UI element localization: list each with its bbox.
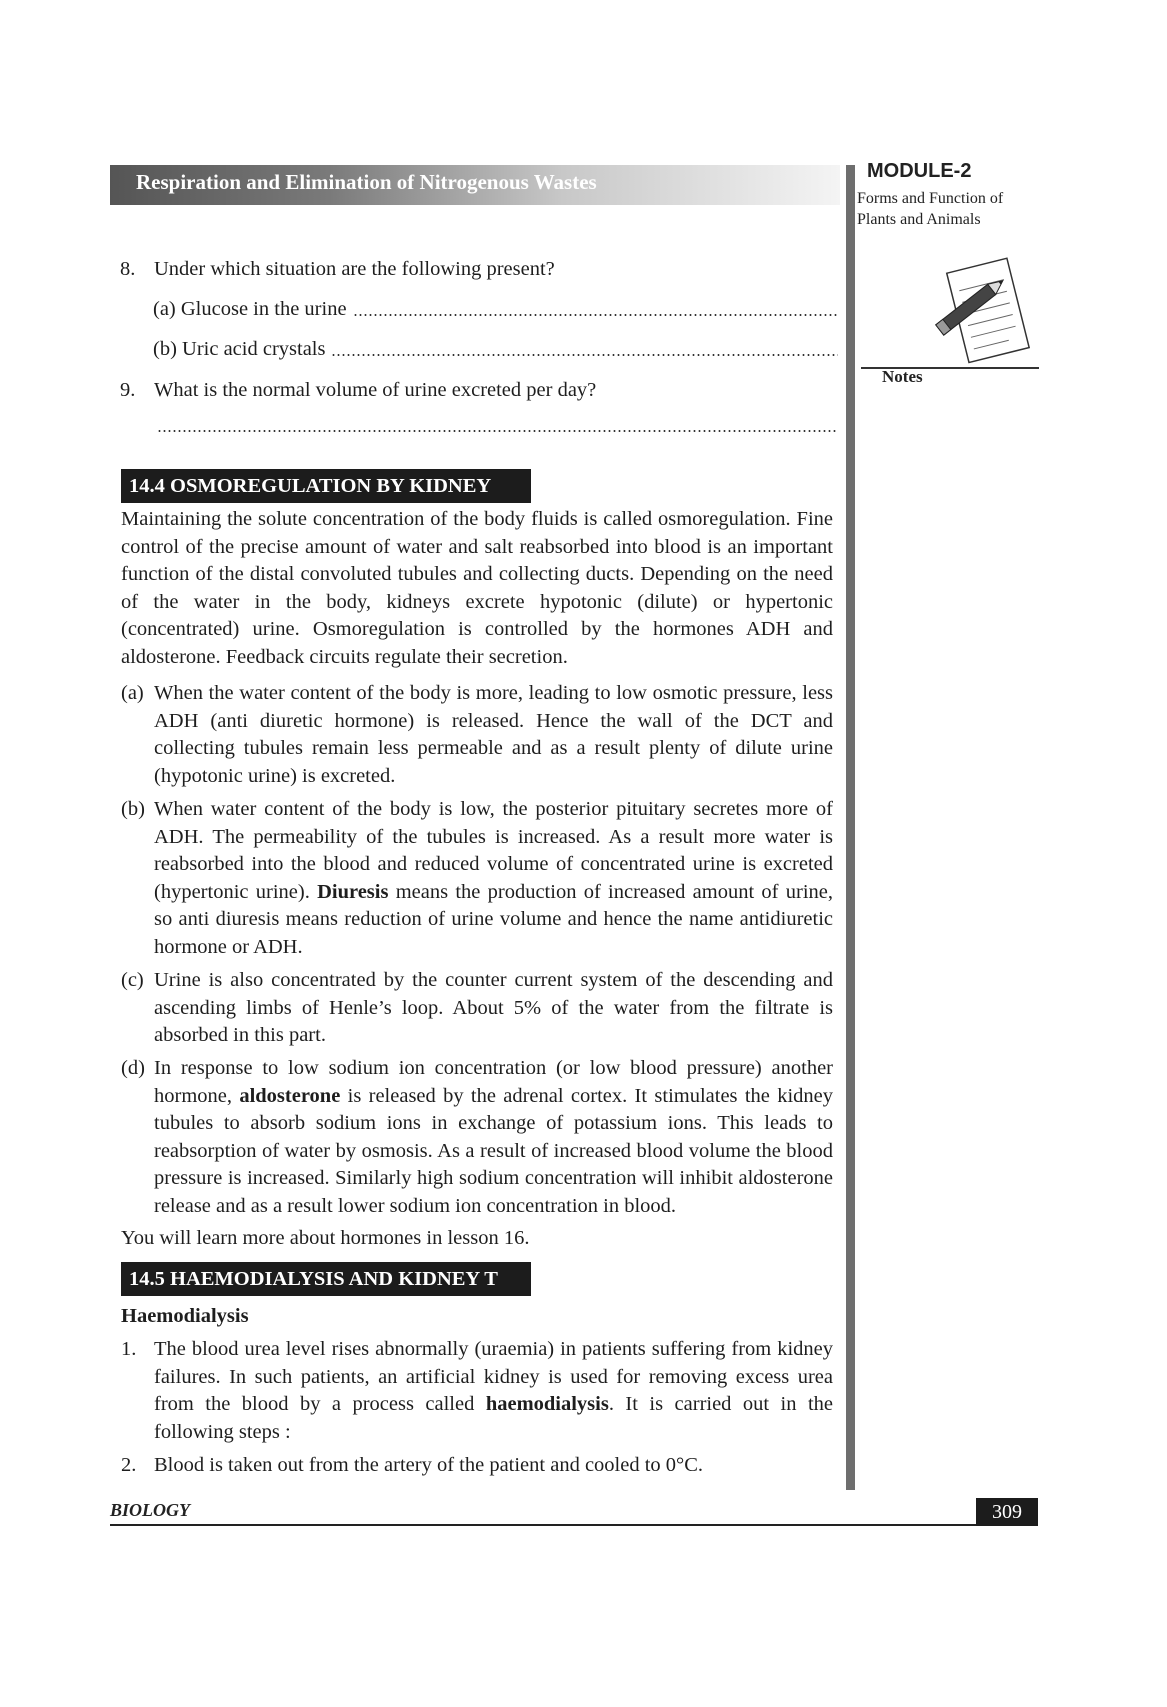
question-number: 8. xyxy=(120,258,136,280)
subheading-haemodialysis: Haemodialysis xyxy=(121,1305,249,1327)
list-marker: (c) xyxy=(121,969,144,991)
question-number: 9. xyxy=(120,379,136,401)
notes-label: Notes xyxy=(882,367,923,386)
list-marker: (a) xyxy=(121,682,144,704)
question-8a xyxy=(153,296,838,323)
bold-term: Diuresis xyxy=(317,880,389,903)
question-9 xyxy=(120,377,840,404)
list-item-2 xyxy=(121,1452,833,1480)
module-label: MODULE-2 xyxy=(867,160,972,182)
list-item-1 xyxy=(121,1336,833,1446)
list-marker: 2. xyxy=(121,1454,137,1476)
closing-note: You will learn more about hormones in lesson 16. xyxy=(121,1227,530,1249)
list-item-text: Urine is also concentrated by the counter current system of the descending and ascending limbs of Henle’s loop. About 5% of the water from the filtrate is absorbed in this part. xyxy=(154,969,833,1046)
chapter-title: Respiration and Elimination of Nitrogenous Wastes xyxy=(136,170,597,194)
module-subtitle-line2: Plants and Animals xyxy=(857,211,981,228)
answer-blank[interactable] xyxy=(331,353,838,357)
module-subtitle-line1: Forms and Function of xyxy=(857,190,1004,207)
text-run: is released by the adrenal cortex. It stimulates the kidney tubules to absorb sodium ions in exchange of potassium ions. This leads to reabsorption of water by osmosis. As a result of increased blood volume the blood pressure is increased. Similarly high sodium concentration will inhibit aldosterone release and as a result lower sodium ion concentration in blood. xyxy=(154,1084,833,1217)
section-heading-14-4: 14.4 OSMOREGULATION BY KIDNEY xyxy=(121,469,531,503)
footer-rule xyxy=(110,1524,1038,1526)
osmoregulation-intro: Maintaining the solute concentration of the body fluids is called osmoregulation. Fine control of the precise amount of water and salt reabsorbed into blood is an important function of the distal convoluted tubules and collecting ducts. Depending on the need of the water in the body, kidneys excrete hypotonic (dilute) or hypertonic (concentrated) urine. Osmoregulation is controlled by the hormones ADH and aldosterone. Feedback circuits regulate their secretion. xyxy=(121,508,833,668)
text-run: means the production of increased amount of urine, so anti diuresis means reduction of urine volume and hence the name antidiuretic hormone or ADH. xyxy=(154,880,833,958)
text-run: When water content of the body is low, the posterior pituitary secretes more of ADH. The permeability of the tubules is increased. As a result more water is reabsorbed into the blood and reduced volume of concentrated urine is excreted (hypertonic urine). xyxy=(154,798,833,903)
section-heading-14-5: 14.5 HAEMODIALYSIS AND KIDNEY T xyxy=(121,1262,531,1296)
answer-blank[interactable] xyxy=(353,313,838,317)
text-run: . It is carried out in the following steps : xyxy=(154,1393,833,1443)
list-item-text: When the water content of the body is more, leading to low osmotic pressure, less ADH (anti diuretic hormone) is released. Hence the wall of the DCT and collecting tubules remain less permeable and as a result plenty of dilute urine (hypotonic urine) is excreted. xyxy=(154,682,833,787)
bold-term: haemodialysis xyxy=(485,1393,609,1415)
module-subtitle xyxy=(857,188,1027,230)
list-item-d xyxy=(121,1055,833,1220)
list-item-a xyxy=(121,680,833,790)
list-item-text: Blood is taken out from the artery of the patient and cooled to 0°C. xyxy=(154,1454,704,1476)
question-8b xyxy=(153,336,838,363)
list-item-text xyxy=(154,1055,833,1220)
margin-divider xyxy=(846,165,855,1490)
list-item-text xyxy=(154,1336,833,1446)
question-text: What is the normal volume of urine excreted per day? xyxy=(154,379,597,401)
list-item-text xyxy=(154,796,833,961)
list-marker: (b) xyxy=(121,798,145,820)
answer-blank[interactable] xyxy=(157,429,838,433)
list-marker: (d) xyxy=(121,1057,145,1079)
text-run: The blood urea level rises abnormally (uraemia) in patients suffering from kidney failures. In such patients, an artificial kidney is used for removing excess urea from the blood by a process called xyxy=(154,1338,833,1415)
question-text: (a) Glucose in the urine xyxy=(153,298,347,320)
text-run: In response to low sodium ion concentration (or low blood pressure) another hormone, xyxy=(154,1057,833,1107)
footer-subject: BIOLOGY xyxy=(110,1500,190,1520)
list-item-b xyxy=(121,796,833,961)
page-number: 309 xyxy=(976,1498,1038,1526)
notes-pencil-icon xyxy=(930,255,1042,373)
question-text: Under which situation are the following present? xyxy=(154,258,555,280)
question-9-answer xyxy=(157,419,838,433)
question-8 xyxy=(120,256,840,283)
question-text: (b) Uric acid crystals xyxy=(153,338,326,360)
list-marker: 1. xyxy=(121,1338,137,1360)
bold-term: aldosterone xyxy=(239,1084,341,1107)
list-item-c xyxy=(121,967,833,1050)
